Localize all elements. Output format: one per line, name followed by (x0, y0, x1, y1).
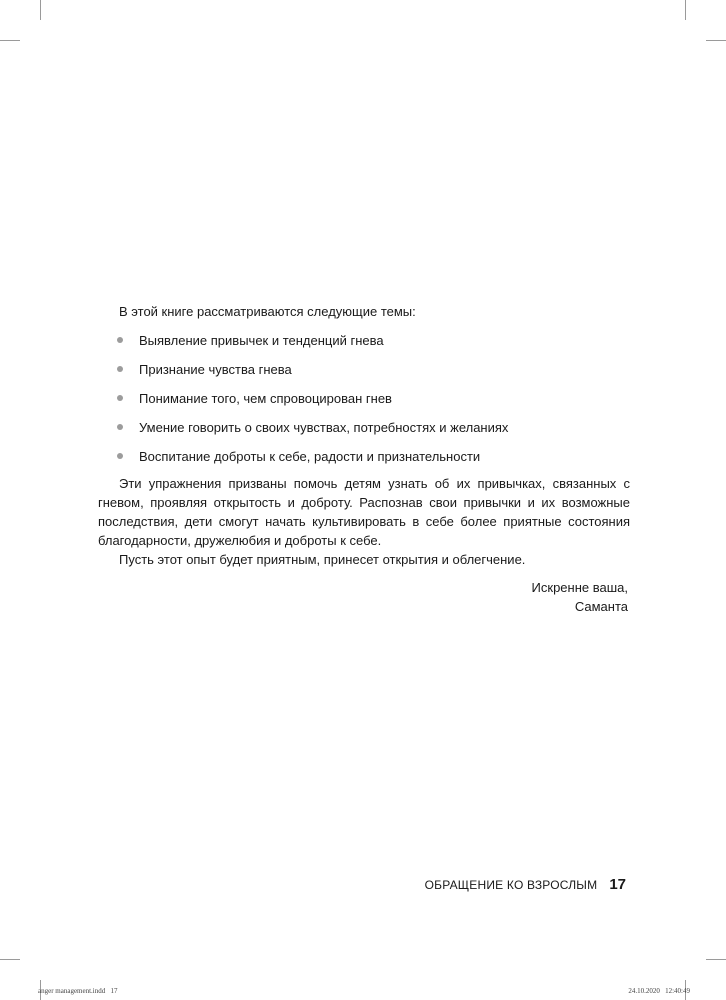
slug-file-info: anger management.indd 17 (38, 987, 118, 995)
signature (98, 578, 630, 616)
page-number: 17 (609, 876, 626, 893)
list-item-text: Выявление привычек и тенденций гнева (139, 333, 384, 348)
list-item-text: Умение говорить о своих чувствах, потребностях и желаниях (139, 420, 509, 435)
crop-mark-top-right-h (706, 40, 726, 41)
bullet-icon (117, 453, 123, 459)
bullet-icon (117, 337, 123, 343)
bullet-icon (117, 424, 123, 430)
page-body (98, 302, 630, 616)
signature-name: Саманта (574, 599, 628, 614)
bullet-icon (117, 366, 123, 372)
list-item (98, 447, 630, 466)
intro-text: В этой книге рассматриваются следующие темы: (119, 304, 416, 319)
list-item (98, 389, 630, 408)
list-item (98, 418, 630, 437)
list-item-text: Понимание того, чем спровоцирован гнев (139, 391, 392, 406)
bullet-icon (117, 395, 123, 401)
paragraph: Эти упражнения призваны помочь детям узнать об их привычках, связанных с гневом, проявляя открытость и доброту. Распознав свои привычки и их возможные последствия, дети смогут начать культивировать в себе более приятные состояния благодарности, дружелюбия и доброты к себе. (98, 476, 630, 548)
slug-datetime: 24.10.2020 12:40:49 (628, 987, 690, 995)
crop-mark-top-left-h (0, 40, 20, 41)
signature-closing: Искренне ваша, (531, 580, 628, 595)
topics-list (98, 331, 630, 466)
list-item (98, 331, 630, 350)
crop-mark-bottom-right-h (706, 959, 726, 960)
crop-mark-top-left (40, 0, 41, 20)
list-item-text: Признание чувства гнева (139, 362, 292, 377)
crop-mark-top-right (685, 0, 686, 20)
crop-mark-bottom-left-h (0, 959, 20, 960)
footer-section-name: ОБРАЩЕНИЕ КО ВЗРОСЛЫМ (424, 878, 598, 892)
list-item-text: Воспитание доброты к себе, радости и признательности (139, 449, 481, 464)
list-item (98, 360, 630, 379)
paragraph: Пусть этот опыт будет приятным, принесет открытия и облегчение. (119, 552, 526, 567)
running-footer (425, 876, 626, 893)
